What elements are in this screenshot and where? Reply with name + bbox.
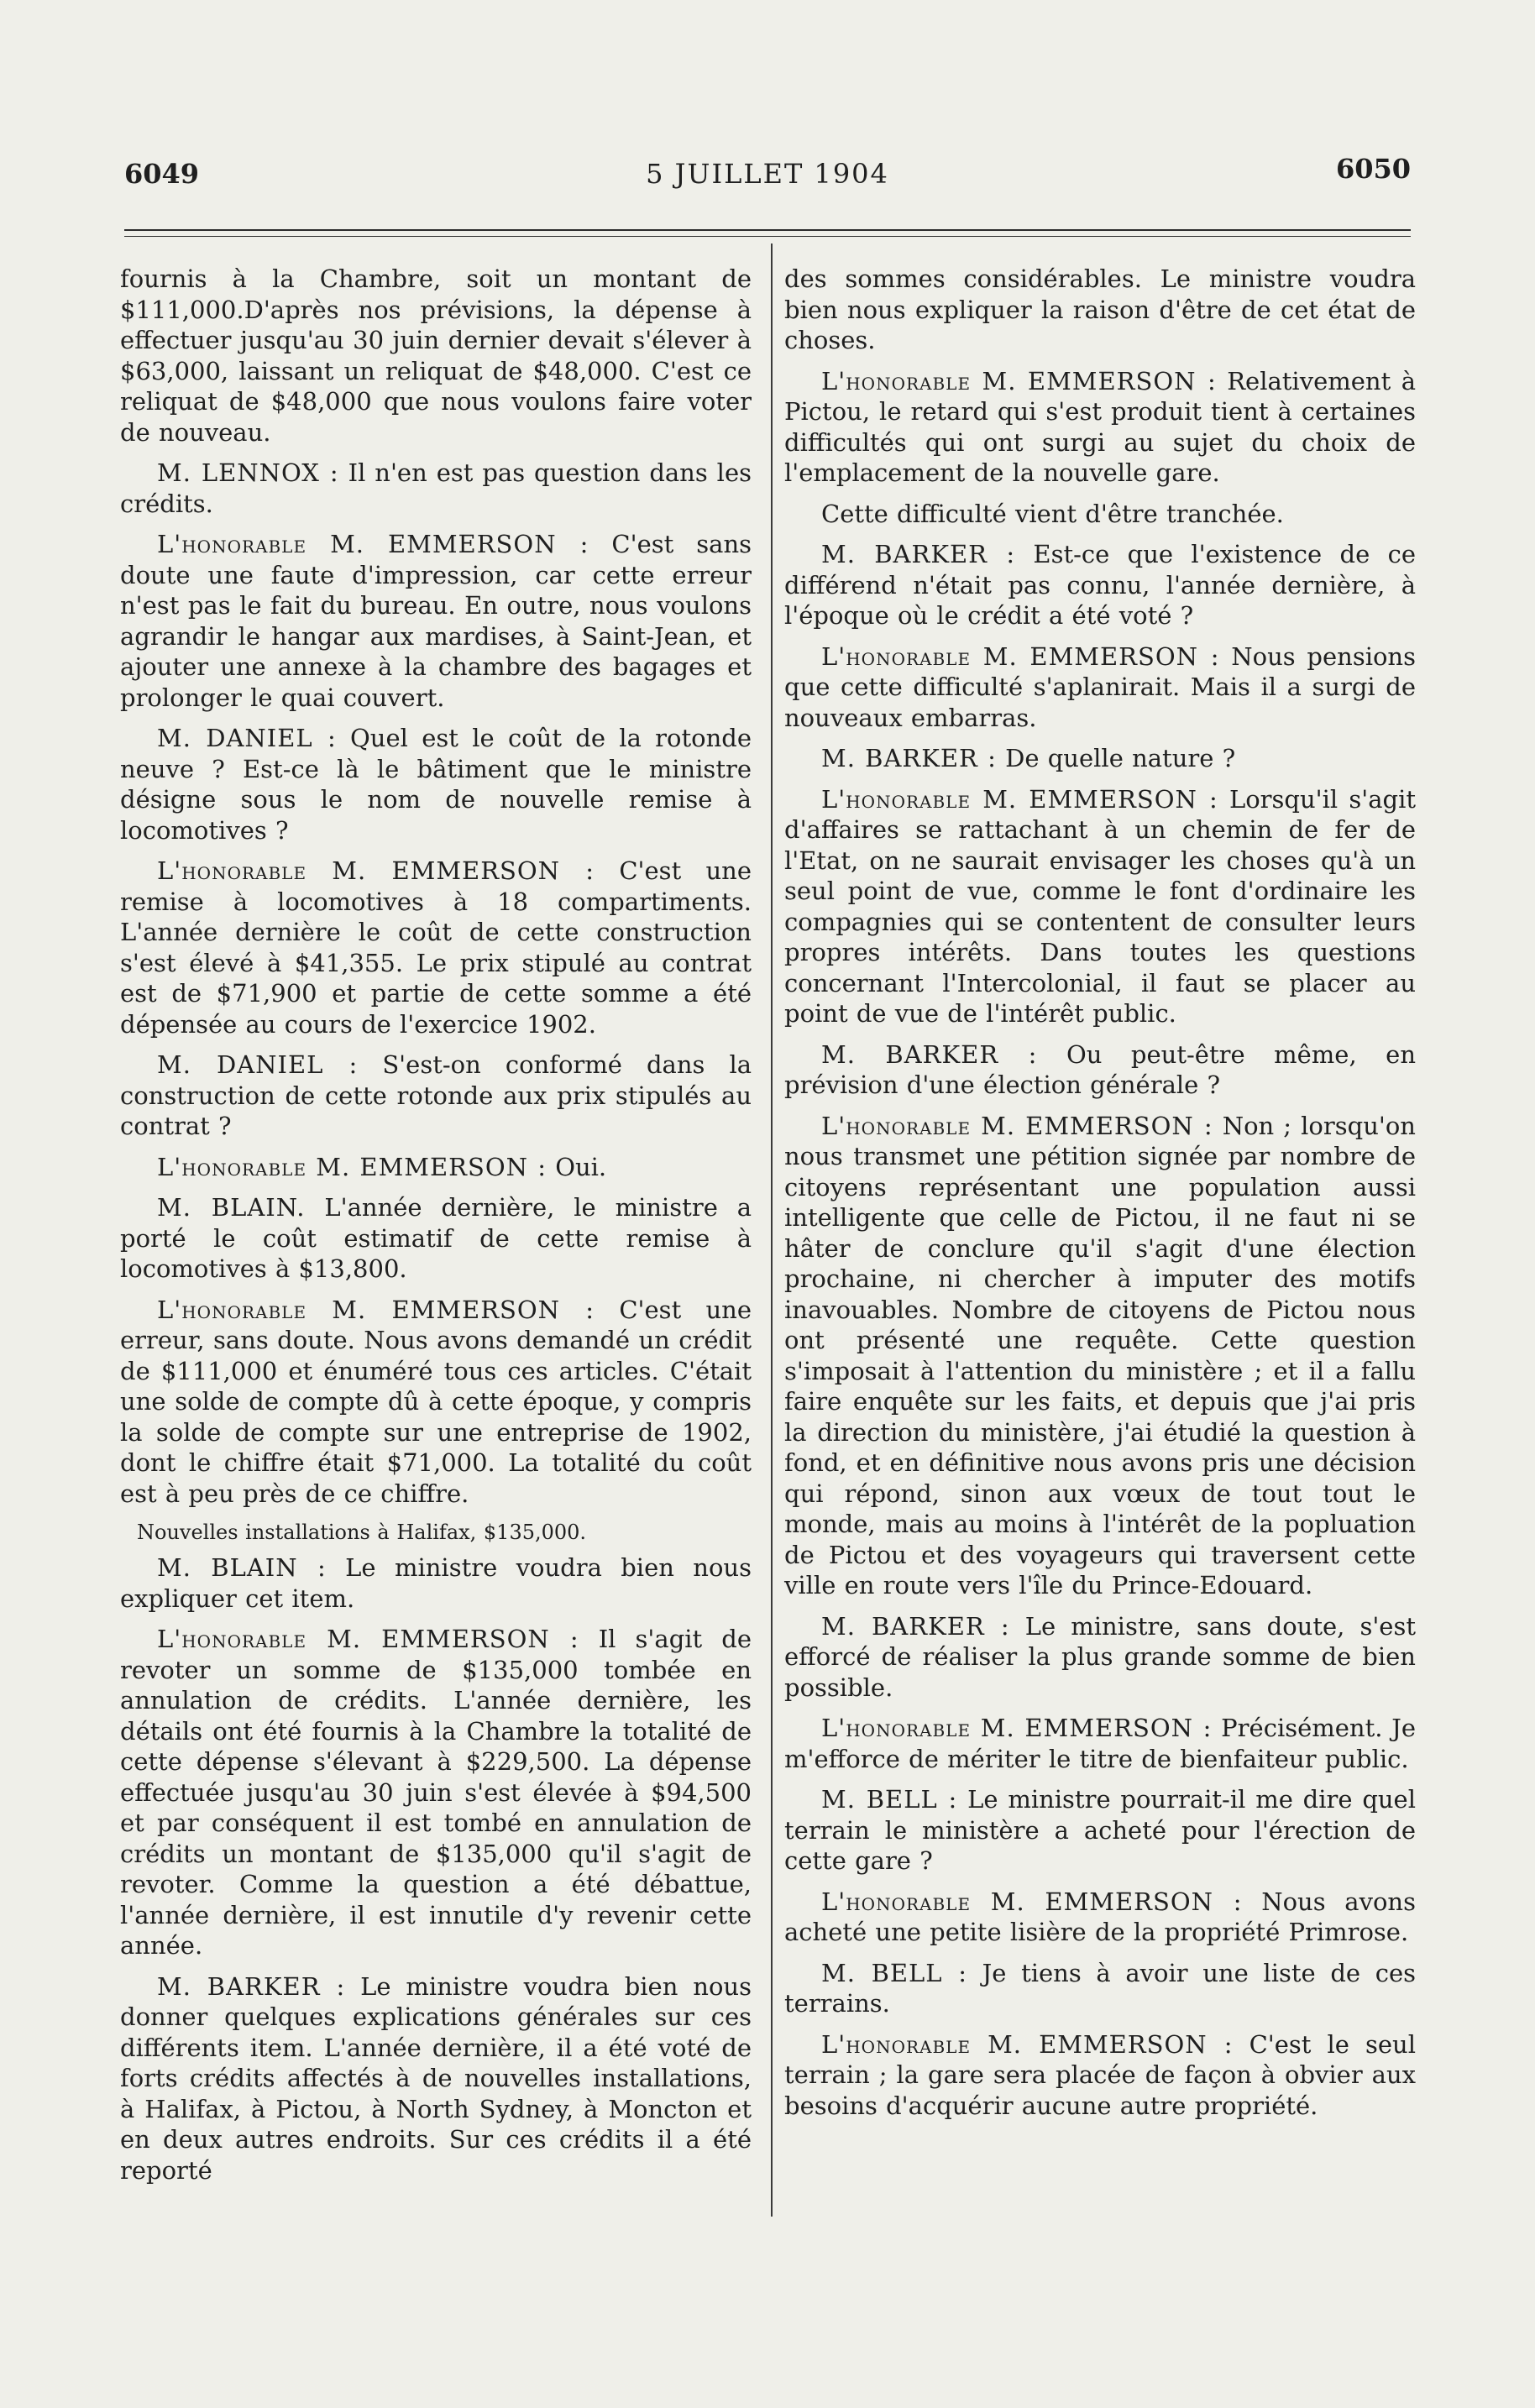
speech-paragraph [120, 1152, 752, 1183]
speech-paragraph [120, 1295, 752, 1510]
speech-text: des sommes considérables. Le ministre voudra bien nous expliquer la raison d'être de cet état de choses. [784, 264, 1416, 354]
speaker-name: L'honorable M. EMMERSON : [157, 1295, 595, 1324]
column-divider [771, 243, 773, 2217]
speech-paragraph [120, 529, 752, 713]
speech-text: Il s'agit de revoter un somme de $135,000 tombée en annulation de crédits. L'année dernière, les détails ont été fournis à la Chambre la totalité de cette dépense s'élevant à $229,500. La dépense effectuée jusqu'au 30 juin s'est élevée à $94,500 et par conséquent il est tombé en annulation de crédits un montant de $135,000 qu'il s'agit de revoter. Comme la question a été débattue, l'année dernière, il est innutile d'y revenir cette année. [120, 1625, 752, 1960]
speech-text: Ou peut-être même, en prévision d'une élection générale ? [784, 1039, 1417, 1099]
speech-paragraph [784, 264, 1416, 356]
speaker-name: L'honorable M. EMMERSON : [821, 641, 1220, 671]
speaker-name: M. LENNOX : [157, 458, 339, 487]
header-rule-top [124, 229, 1411, 231]
speaker-name: M. BELL : [821, 1785, 958, 1814]
speech-paragraph [784, 743, 1416, 774]
speech-text: fournis à la Chambre, soit un montant de $111,000.D'après nos prévisions, la dépense à effectuer jusqu'au 30 juin dernier devait s'élever à $63,000, laissant un reliquat de $48,000. C'est ce reliquat de $48,000 que nous voulons faire voter de nouveau. [120, 264, 752, 447]
page-number-left: 6049 [124, 158, 200, 190]
left-column [120, 264, 752, 2196]
speech-paragraph [120, 458, 752, 519]
speaker-name: L'honorable M. EMMERSON : [821, 366, 1217, 395]
speech-paragraph [120, 1050, 752, 1142]
speech-text: De quelle nature ? [1005, 744, 1236, 772]
speaker-name: L'honorable M. EMMERSON : [821, 1887, 1243, 1916]
speech-text: Cette difficulté vient d'être tranchée. [821, 499, 1284, 528]
speech-text: L'année dernière, le ministre a porté le coût estimatif de cette remise à locomotives à $13,800. [120, 1193, 752, 1283]
speech-text: Quel est le coût de la rotonde neuve ? Est-ce là le bâtiment que le ministre désigne sous le nom de nouvelle remise à locomotives ? [120, 724, 752, 845]
speaker-name: M. DANIEL : [157, 1050, 359, 1079]
speech-text: Nous avons acheté une petite lisière de la propriété Primrose. [784, 1887, 1416, 1946]
speech-text: Non ; lorsqu'on nous transmet une pétition signée par nombre de citoyens représentant une population aussi intelligente que celle de Pictou, il ne faut ni se hâter de conclure qu'il s'agit d'une élection prochaine, ni chercher à imputer des motifs inavouables. Nombre de citoyens de Pictou nous ont présenté une requête. Cette question s'imposait à l'attention du ministère ; et il a fallu faire enquête sur les faits, et depuis que j'ai pris la direction du ministère, j'ai étudié la question à fond, et en définitive nous avons pris une décision qui répond, sinon aux vœux de tout tout le monde, mais au moins à l'intérêt de la popluation de Pictou et des voyageurs qui traversent cette ville en route vers l'île du Prince-Edouard. [784, 1111, 1416, 1599]
speech-text: Il n'en est pas question dans les crédits. [120, 458, 752, 518]
speaker-name: L'honorable M. EMMERSON : [821, 1111, 1213, 1140]
speaker-name: L'honorable M. EMMERSON : [821, 784, 1218, 814]
speech-text: C'est sans doute une faute d'impression, car cette erreur n'est pas le fait du bureau. En outre, nous voulons agrandir le hangar aux mardises, à Saint-Jean, et ajouter une annexe à la chambre des bagages et prolonger le quai couvert. [120, 530, 752, 712]
speaker-name: M. BLAIN : [157, 1553, 327, 1582]
speaker-name: L'honorable M. EMMERSON : [821, 2029, 1234, 2059]
speech-text: Je tiens à avoir une liste de ces terrains. [784, 1958, 1416, 2018]
speaker-name: L'honorable M. EMMERSON : [157, 1152, 547, 1181]
speaker-name: M. BLAIN. [157, 1193, 306, 1222]
speech-paragraph [784, 366, 1416, 489]
speaker-name: M. BARKER : [821, 744, 997, 772]
speech-text: Nous pensions que cette difficulté s'aplanirait. Mais il a surgi de nouveaux embarras. [784, 641, 1416, 732]
speech-text: Est-ce que l'existence de ce différend n'était pas connu, l'année dernière, à l'époque où le crédit a été voté ? [784, 540, 1416, 630]
speaker-name: M. DANIEL : [157, 724, 337, 752]
speaker-name: M. BARKER : [157, 1971, 346, 2001]
speech-text: Le ministre, sans doute, s'est efforcé de réaliser la plus grande somme de bien possible. [784, 1611, 1417, 1702]
page-header [124, 153, 1411, 200]
speech-text: C'est une remise à locomotives à 18 compartiments. L'année dernière le coût de cette construction s'est élevé à $41,355. Le prix stipulé au contrat est de $71,900 et partie de cette somme a été dépensée au cours de l'exercice 1902. [120, 856, 752, 1039]
speech-paragraph [784, 1713, 1416, 1774]
speech-text: C'est le seul terrain ; la gare sera placée de façon à obvier aux besoins d'acquérir aucune autre propriété. [784, 2029, 1417, 2120]
speech-paragraph [784, 1111, 1416, 1601]
speech-paragraph [784, 539, 1416, 631]
speech-text: Le ministre voudra bien nous expliquer cet item. [120, 1553, 752, 1613]
speaker-name: M. BARKER : [821, 1611, 1010, 1641]
speech-paragraph [120, 1552, 752, 1614]
speech-paragraph [784, 2029, 1416, 2122]
speech-paragraph [784, 784, 1416, 1029]
speaker-name: L'honorable M. EMMERSON : [157, 856, 595, 885]
speech-paragraph [784, 1887, 1416, 1948]
speech-paragraph [120, 264, 752, 448]
speech-paragraph [784, 641, 1416, 734]
speech-paragraph [120, 1971, 752, 2186]
speech-paragraph [784, 1611, 1416, 1704]
speech-text: C'est une erreur, sans doute. Nous avons demandé un crédit de $111,000 et énuméré tous ces articles. C'était une solde de compte dû à cette époque, y compris la solde de compte sur une entreprise de 1902, dont le chiffre était $71,000. La totalité du coût est à peu près de ce chiffre. [120, 1295, 752, 1508]
section-heading: Nouvelles installations à Halifax, $135,000. [137, 1521, 587, 1544]
page-date: 5 JUILLET 1904 [646, 158, 889, 190]
speech-text: Lorsqu'il s'agit d'affaires se rattachant à un chemin de fer de l'Etat, on ne saurait envisager les choses qu'à un seul point de vue, comme le font d'ordinaire les compagnies qui se contentent de consulter leurs propres intérêts. Dans toutes les questions concernant l'Intercolonial, il faut se placer au point de vue de l'intérêt public. [784, 784, 1416, 1028]
speech-paragraph [120, 856, 752, 1039]
speech-paragraph [784, 1039, 1416, 1101]
speech-text: S'est-on conformé dans la construction de cette rotonde aux prix stipulés au contrat ? [120, 1050, 752, 1140]
speaker-name: L'honorable M. EMMERSON : [821, 1714, 1213, 1742]
speech-text: Le ministre pourrait-il me dire quel terrain le ministère a acheté pour l'érection de cette gare ? [784, 1785, 1416, 1875]
speech-text: Précisément. Je m'efforce de mériter le titre de bienfaiteur public. [784, 1714, 1416, 1773]
speech-paragraph [120, 723, 752, 845]
speaker-name: M. BARKER : [821, 1039, 1038, 1069]
speaker-name: L'honorable M. EMMERSON : [157, 1625, 579, 1653]
page-number-right: 6050 [1335, 153, 1411, 185]
speech-paragraph [784, 499, 1416, 530]
speaker-name: M. BELL : [821, 1958, 967, 1987]
header-rule-bottom [124, 236, 1411, 237]
speech-paragraph [120, 1192, 752, 1285]
speaker-name: L'honorable M. EMMERSON : [157, 530, 589, 558]
speaker-name: M. BARKER : [821, 540, 1016, 568]
speech-text: Oui. [555, 1152, 607, 1181]
speech-text: Le ministre voudra bien nous donner quelques explications générales sur ces différents item. L'année dernière, il a été voté de forts crédits affectés à de nouvelles installations, à Halifax, à Pictou, à North Sydney, à Moncton et en deux autres endroits. Sur ces crédits il a été reporté [120, 1971, 752, 2185]
speech-text: Relativement à Pictou, le retard qui s'est produit tient à certaines difficultés qui ont surgi au sujet du choix de l'emplacement de la nouvelle gare. [784, 366, 1417, 487]
speech-paragraph [120, 1624, 752, 1961]
speech-paragraph [784, 1784, 1416, 1877]
speech-paragraph [784, 1958, 1416, 2019]
right-column [784, 264, 1416, 2131]
